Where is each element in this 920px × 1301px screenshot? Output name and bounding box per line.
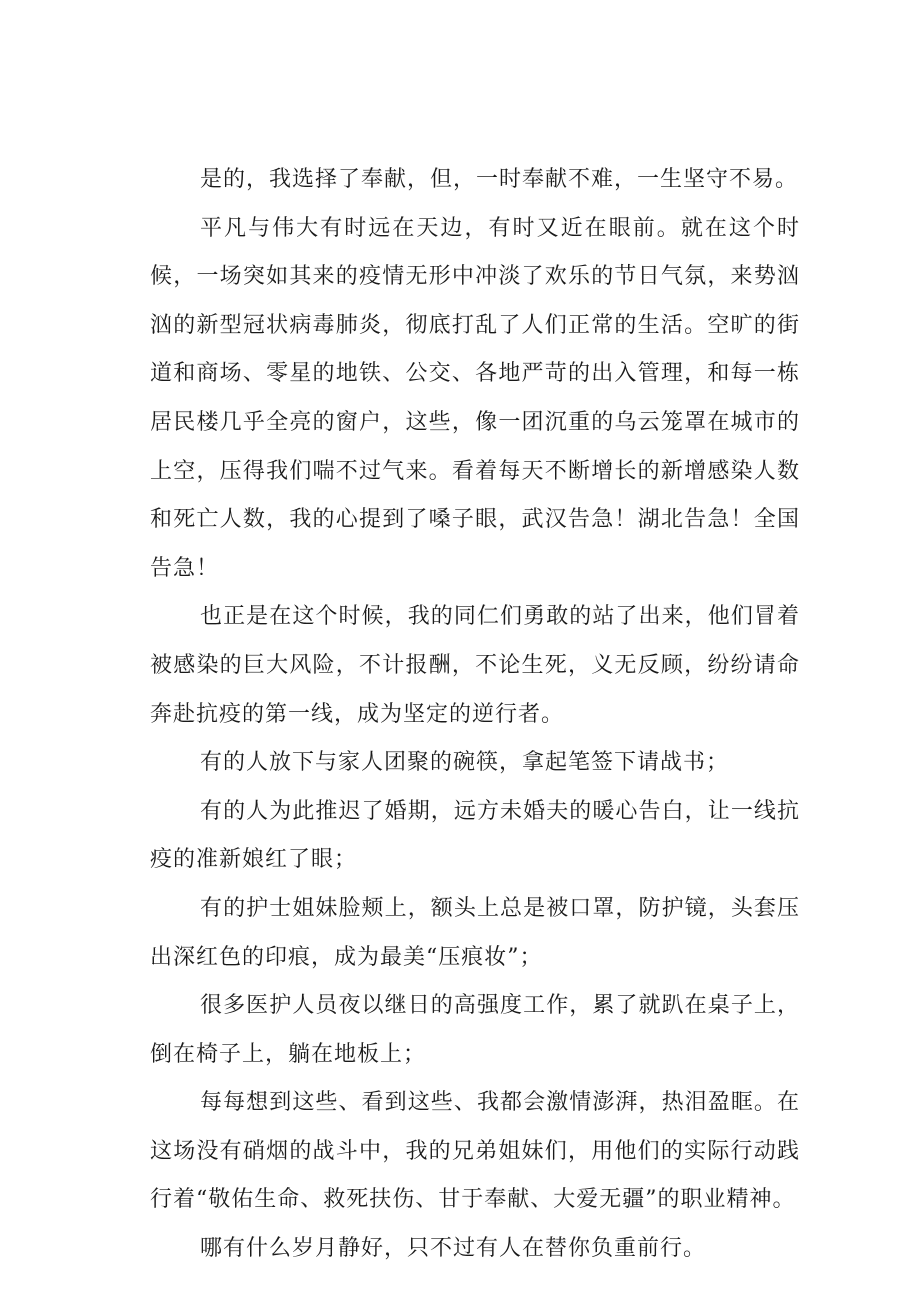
paragraph-1: 是的，我选择了奉献，但，一时奉献不难，一生坚守不易。: [200, 167, 799, 192]
paragraph-7: 很多医护人员夜以继日的高强度工作，累了就趴在桌子上，倒在椅子上，躺在地板上；: [150, 993, 800, 1067]
paragraph-9: 哪有什么岁月静好，只不过有人在替你负重前行。: [200, 1236, 707, 1262]
paragraph-4: 有的人放下与家人团聚的碗筷，拿起笔签下请战书；: [200, 750, 730, 776]
paragraph-5: 有的人为此推迟了婚期，远方未婚夫的暖心告白，让一线抗疫的准新娘红了眼；: [150, 798, 800, 873]
paragraph-2: 平凡与伟大有时远在天边，有时又近在眼前。就在这个时候，一场突如其来的疫情无形中冲淡了欢乐的节日气氛，来势汹汹的新型冠状病毒肺炎，彻底打乱了人们正常的生活。空旷的街道和商场、零星的地铁、公交、各地严苛的出入管理，和每一栋居民楼几乎全亮的窗户，这些，像一团沉重的乌云笼罩在城市的上空，压得我们喘不过气来。看着每天不断增长的新增感染人数和死亡人数，我的心提到了嗓子眼，武汉告急！湖北告急！全国告急！: [150, 215, 800, 581]
paragraph-3: 也正是在这个时候，我的同仁们勇敢的站了出来，他们冒着被感染的巨大风险，不计报酬，不论生死，义无反顾，纷纷请命奔赴抗疫的第一线，成为坚定的逆行者。: [150, 604, 800, 727]
document-body: [150, 156, 800, 1274]
paragraph-8: 每每想到这些、看到这些、我都会激情澎湃，热泪盈眶。在这场没有硝烟的战斗中，我的兄弟姐妹们，用他们的实际行动践行着“敬佑生命、救死扶伤、甘于奉献、大爱无疆”的职业精神。: [150, 1090, 800, 1213]
paragraph-6: 有的护士姐妹脸颊上，额头上总是被口罩，防护镜，头套压出深红色的印痕，成为最美“压痕妆”；: [150, 895, 800, 970]
